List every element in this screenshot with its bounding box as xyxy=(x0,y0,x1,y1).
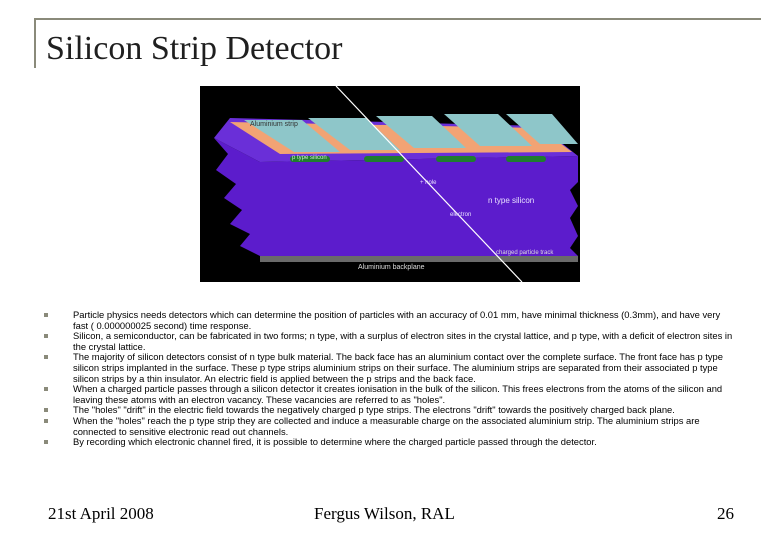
aluminium-backplane xyxy=(260,256,578,262)
bullet-item xyxy=(44,331,734,352)
bullet-item xyxy=(44,437,734,448)
p-type-strip-4 xyxy=(506,156,546,162)
bullet-marker xyxy=(44,387,48,391)
title-frame-top-line xyxy=(34,18,761,20)
aluminium-backplane-label: Aluminium backplane xyxy=(358,264,425,271)
bullet-item xyxy=(44,352,734,384)
bullet-marker xyxy=(44,355,48,359)
bullet-marker xyxy=(44,334,48,338)
bullet-text: The "holes" "drift" in the electric field towards the negatively charged p type strips. The electrons "drift" towards the positively charged back plane. xyxy=(73,404,675,416)
bullet-list xyxy=(44,310,734,448)
bullet-marker xyxy=(44,440,48,444)
title-frame-left-line xyxy=(34,18,36,68)
footer-author: Fergus Wilson, RAL xyxy=(314,504,455,523)
bullet-item xyxy=(44,416,734,437)
charged-particle-label: charged particle track xyxy=(496,250,554,256)
bullet-marker xyxy=(44,313,48,317)
detector-diagram xyxy=(200,86,580,282)
bullet-text: Silicon, a semiconductor, can be fabricated in two forms; n type, with a surplus of electron sites in the crystal lattice, and p type, with a deficit of electron sites in the crystal lattice. xyxy=(73,330,733,352)
bullet-text: By recording which electronic channel fired, it is possible to determine where the charged particle passed through the detector. xyxy=(73,436,597,448)
bullet-text: Particle physics needs detectors which can determine the position of particles with an accuracy of 0.01 mm, have minimal thickness (0.3mm), and have very fast ( 0.000000025 second) time response. xyxy=(73,309,721,331)
bullet-marker xyxy=(44,419,48,423)
bullet-text: The majority of silicon detectors consist of n type bulk material. The back face has an aluminium contact over the complete surface. The front face has p type silicon strips implanted in the surface. These p type strips aluminium strips on their surface. The aluminium strips are separated from their associated p type silicon strips by a thin insulator. An electric field is applied between the p strips and the back face. xyxy=(73,351,723,384)
footer-date: 21st April 2008 xyxy=(48,504,154,523)
slide-title: Silicon Strip Detector xyxy=(46,30,343,67)
bullet-text: When the "holes" reach the p type strip they are collected and induce a measurable charge on the associated aluminium strip. The aluminium strips are connected to sensitive electronic read out channels. xyxy=(73,414,700,437)
hole-label: + hole xyxy=(420,180,437,186)
p-type-strip-3 xyxy=(436,156,476,162)
electron-label: electron xyxy=(450,212,472,218)
bullet-text: When a charged particle passes through a silicon detector it creates ionisation in the bulk of the silicon. This frees electrons from the atoms of the silicon and leaving these atoms with an electron vacancy. These vacancies are referred to as "holes". xyxy=(73,383,723,405)
p-type-strip-2 xyxy=(364,156,404,162)
aluminium-strip-label: Aluminium strip xyxy=(250,121,298,128)
bullet-marker xyxy=(44,408,48,412)
n-type-silicon-label: n type silicon xyxy=(488,196,535,205)
bullet-item xyxy=(44,384,734,405)
bullet-item xyxy=(44,310,734,331)
p-type-silicon-label: p type silicon xyxy=(292,155,327,161)
page-number: 26 xyxy=(717,504,734,523)
detector-diagram-svg xyxy=(200,86,580,282)
